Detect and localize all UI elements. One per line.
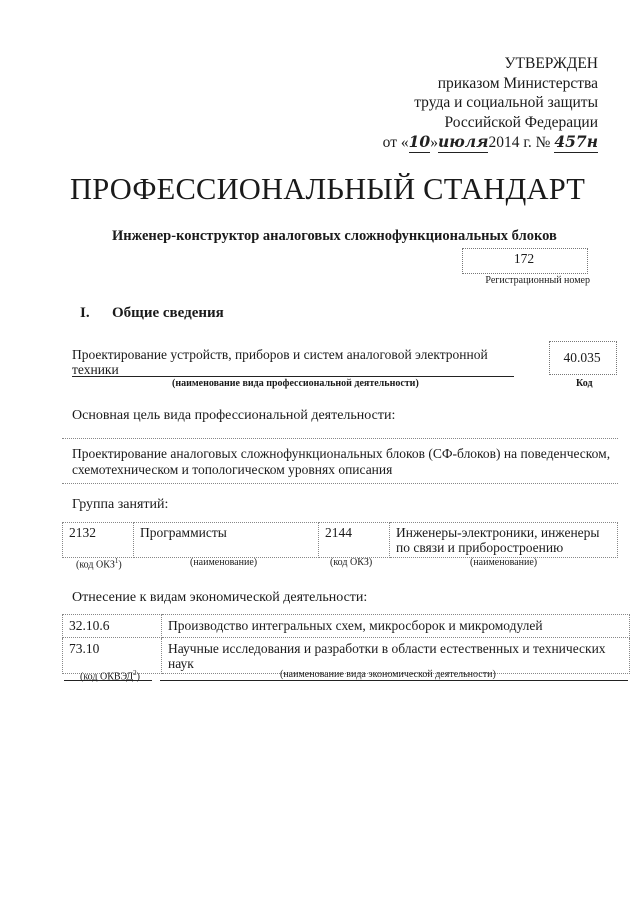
caption-text: ) [118, 559, 122, 571]
occupation-table [62, 522, 618, 558]
approval-block [358, 54, 598, 153]
approval-date-line [358, 132, 598, 153]
activity-name: Проектирование устройств, приборов и систем аналоговой электронной техники [72, 347, 488, 377]
caption-underline [160, 680, 628, 681]
okved-table [62, 614, 630, 674]
footnote-mark: 2 [133, 669, 137, 677]
caption-text: ) [136, 671, 140, 683]
section-number: I. [80, 305, 90, 321]
caption-underline [64, 680, 152, 681]
approval-line-country: Российской Федерации [444, 113, 598, 131]
caption-text: (код ОКВЭД [80, 671, 134, 683]
okved-name-caption: (наименование вида экономической деятельности) [280, 669, 496, 680]
okved-name-cell: Производство интегральных схем, микросборок и микромодулей [162, 615, 630, 638]
activity-code-label: Код [576, 378, 593, 389]
okz-code-cell: 2144 [319, 523, 390, 558]
economic-activity-label: Отнесение к видам экономической деятельности: [72, 590, 368, 605]
occupation-name-cell: Программисты [134, 523, 319, 558]
handwritten-month: июля [437, 132, 489, 151]
handwritten-day: 10 [408, 132, 431, 151]
occupation-group-label: Группа занятий: [72, 497, 169, 512]
goal-label: Основная цель вида профессиональной деятельности: [72, 408, 396, 423]
approval-heading: УТВЕРЖДЕН [504, 55, 598, 72]
okz-code-cell: 2132 [63, 523, 134, 558]
goal-text: Проектирование аналоговых сложнофункциональных блоков (СФ-блоков) на поведенческом, схемотехническом и топологическом уровнях описания [72, 446, 611, 477]
date-year: 2014 г. № [488, 134, 551, 151]
approval-line-ministry: труда и социальной защиты [414, 94, 598, 111]
okved-code-cell: 73.10 [63, 638, 162, 674]
registration-number-label: Регистрационный номер [485, 275, 590, 286]
handwritten-order-number: 457н [554, 132, 598, 151]
occupation-name-caption: (наименование) [190, 557, 258, 568]
table-row [63, 615, 630, 638]
document-title: ПРОФЕССИОНАЛЬНЫЙ СТАНДАРТ [70, 172, 586, 206]
approval-line-order: приказом Министерства [437, 74, 598, 92]
registration-number: 172 [513, 251, 535, 266]
activity-caption: (наименование вида профессиональной деятельности) [172, 378, 419, 389]
activity-code: 40.035 [563, 350, 601, 365]
okz-code-caption [76, 557, 122, 570]
okz-code-caption: (код ОКЗ) [330, 557, 373, 568]
caption-text: (код ОКЗ [76, 559, 115, 571]
occupation-name-caption: (наименование) [470, 557, 538, 568]
standard-name: Инженер-конструктор аналоговых сложнофункциональных блоков [112, 228, 557, 244]
footnote-mark: 1 [114, 557, 119, 565]
date-mid: » [430, 134, 438, 151]
section-title: Общие сведения [112, 305, 224, 321]
activity-underline [72, 376, 514, 377]
table-row [63, 523, 618, 558]
occupation-name-cell: Инженеры-электроники, инженеры по связи и приборостроению [390, 523, 618, 558]
date-prefix: от « [382, 134, 409, 151]
okved-name-cell: Научные исследования и разработки в области естественных и технических наук [162, 638, 630, 674]
okved-code-cell: 32.10.6 [63, 615, 162, 638]
